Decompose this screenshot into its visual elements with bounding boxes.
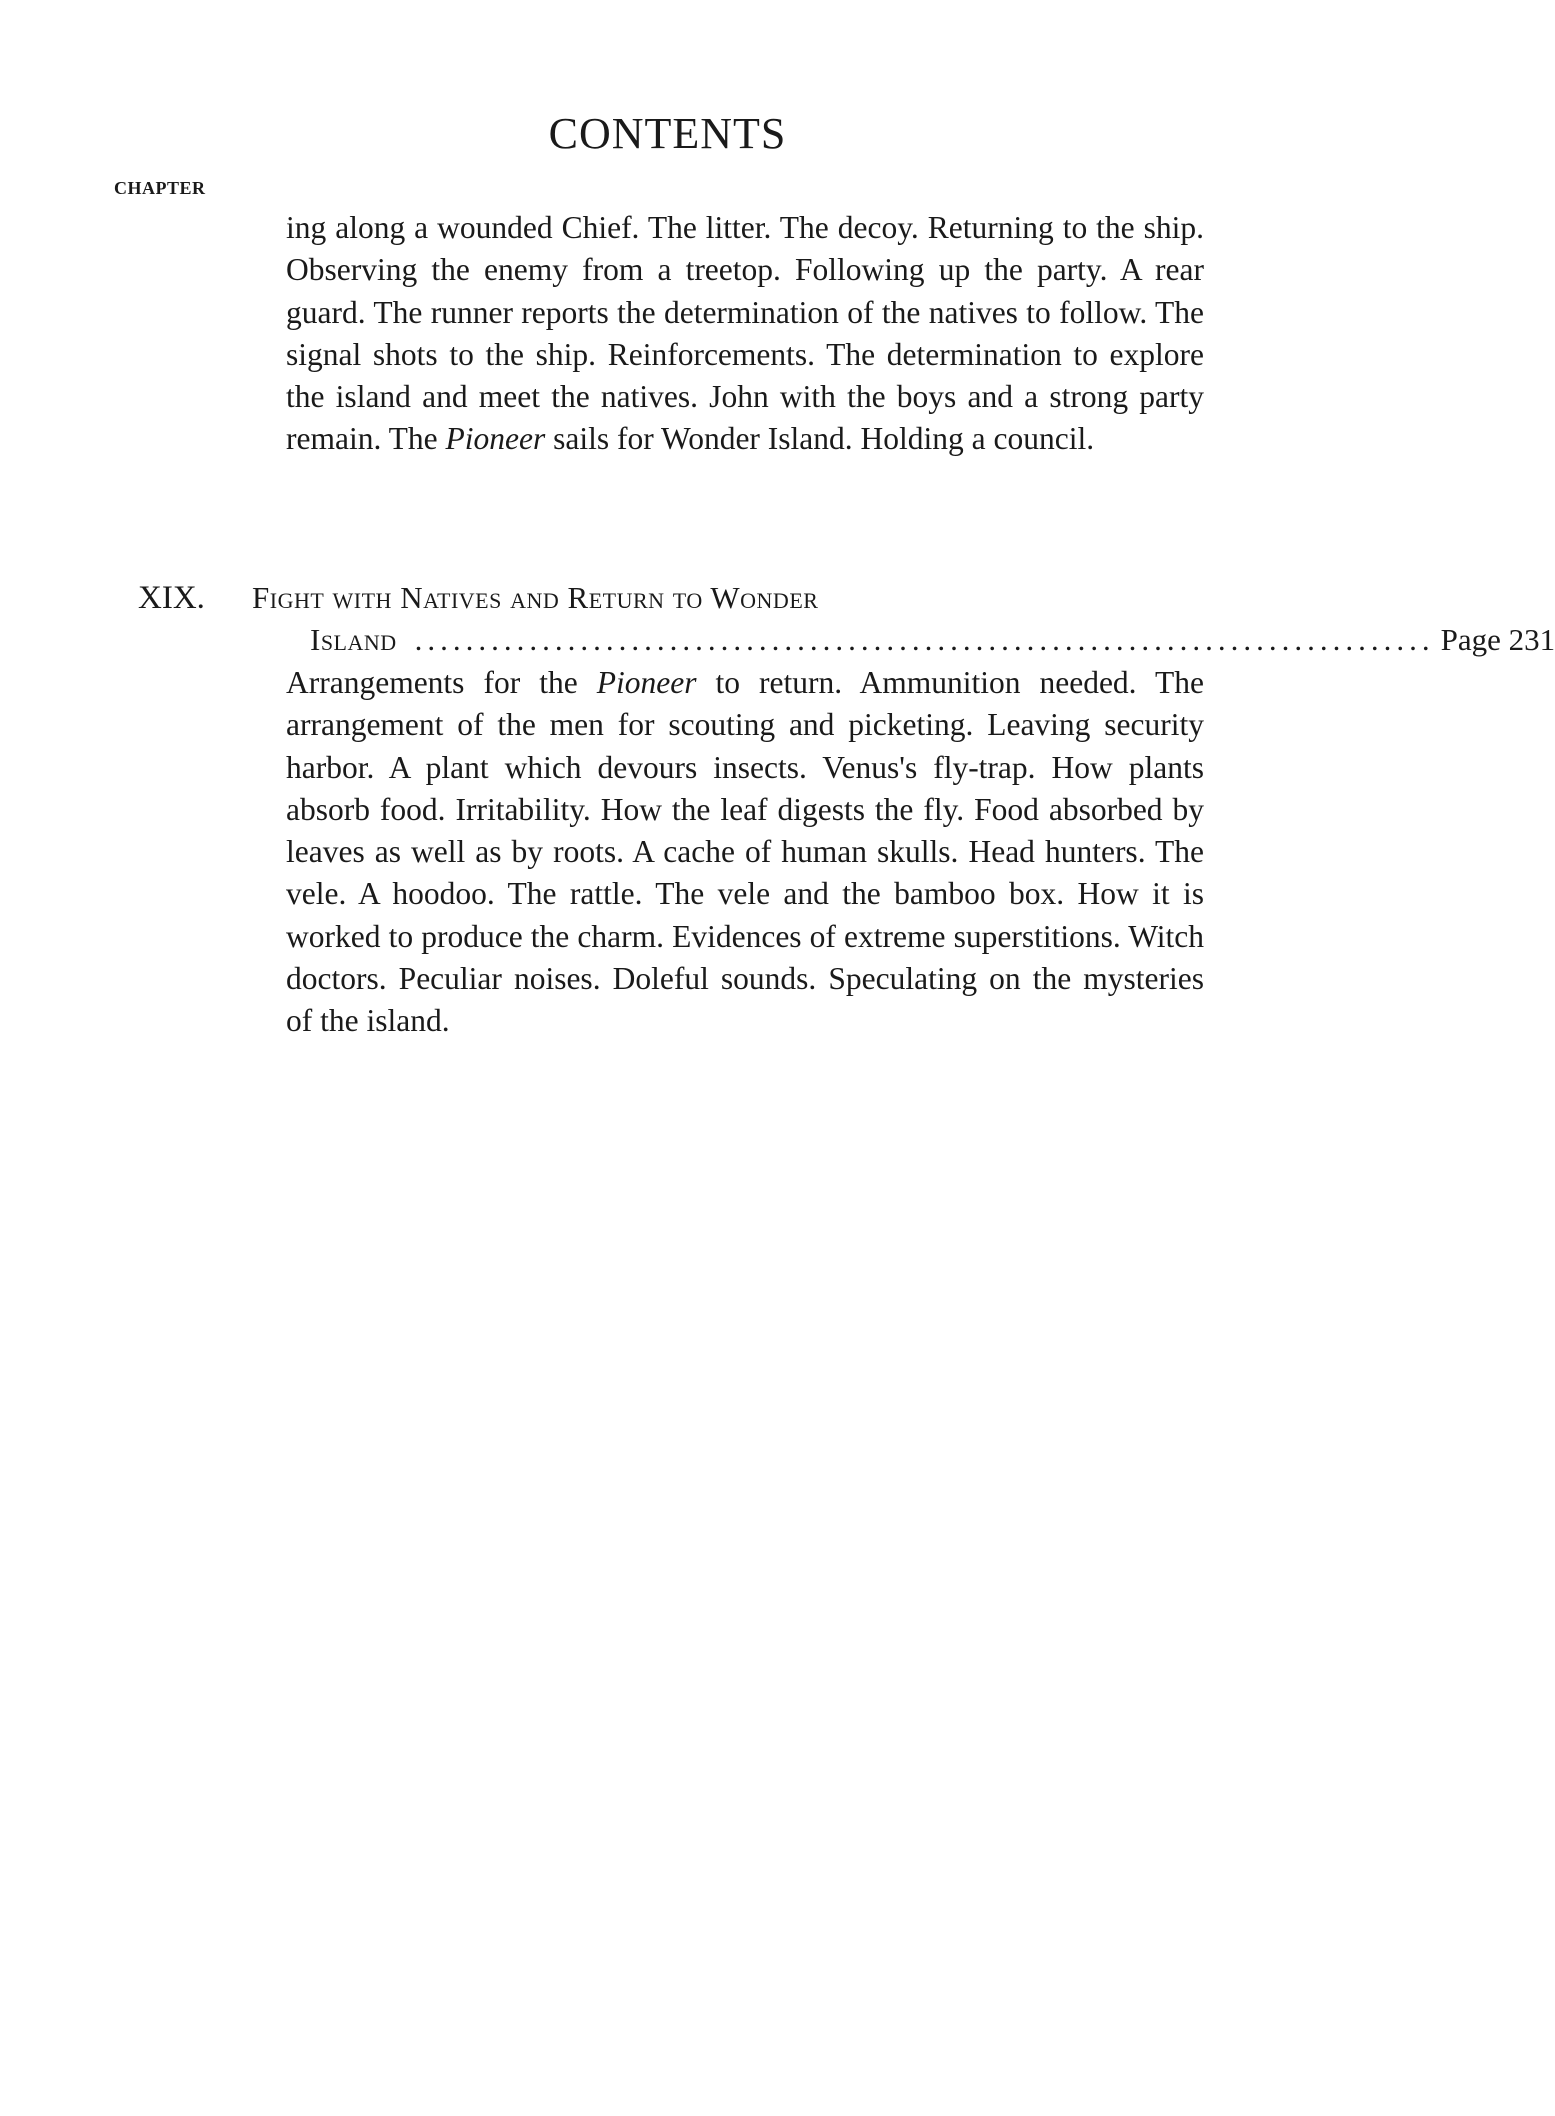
summary-text: sails for Wonder Island. Holding a council. <box>545 421 1095 457</box>
chapter-column-label: CHAPTER <box>114 178 206 198</box>
summary-text: ing along a wounded Chief. The litter. The decoy. Returning to the ship. Observing the enemy from a treetop. Following up the party. A rear guard. The runner reports the determination of the natives to follow. The signal shots to the ship. Reinforcements. The determination to explore the island and meet the natives. John with the boys and a strong party remain. The <box>286 210 1204 457</box>
page-reference: Page 231 <box>1440 622 1555 657</box>
chapter-xix-summary <box>286 662 1204 1043</box>
chapter-title-continued <box>310 619 1555 661</box>
summary-text: to return. Ammunition needed. The arrangement of the men for scouting and picketing. Leaving security harbor. A plant which devours insects. Venus's fly-trap. How plants absorb food. Irritability. How the leaf digests the fly. Food absorbed by leaves as well as by roots. A cache of human skulls. Head hunters. The vele. A hoodoo. The rattle. The vele and the bamboo box. How it is worked to produce the charm. Evidences of extreme superstitions. Witch doctors. Peculiar noises. Doleful sounds. Speculating on the mysteries of the island. <box>286 665 1204 1039</box>
ship-name: Pioneer <box>445 421 546 457</box>
summary-text: Arrangements for the <box>286 665 597 700</box>
chapter-title: Fight with Natives and Return to Wonder <box>252 580 819 615</box>
chapter-xviii-summary-continued <box>286 207 1204 461</box>
chapter-number: XIX. <box>138 580 205 616</box>
running-head: CONTENTS <box>548 109 787 158</box>
dot-leader: ................................................................................ <box>414 622 1435 657</box>
chapter-title-end: Island <box>310 622 397 657</box>
ship-name: Pioneer <box>596 665 697 700</box>
